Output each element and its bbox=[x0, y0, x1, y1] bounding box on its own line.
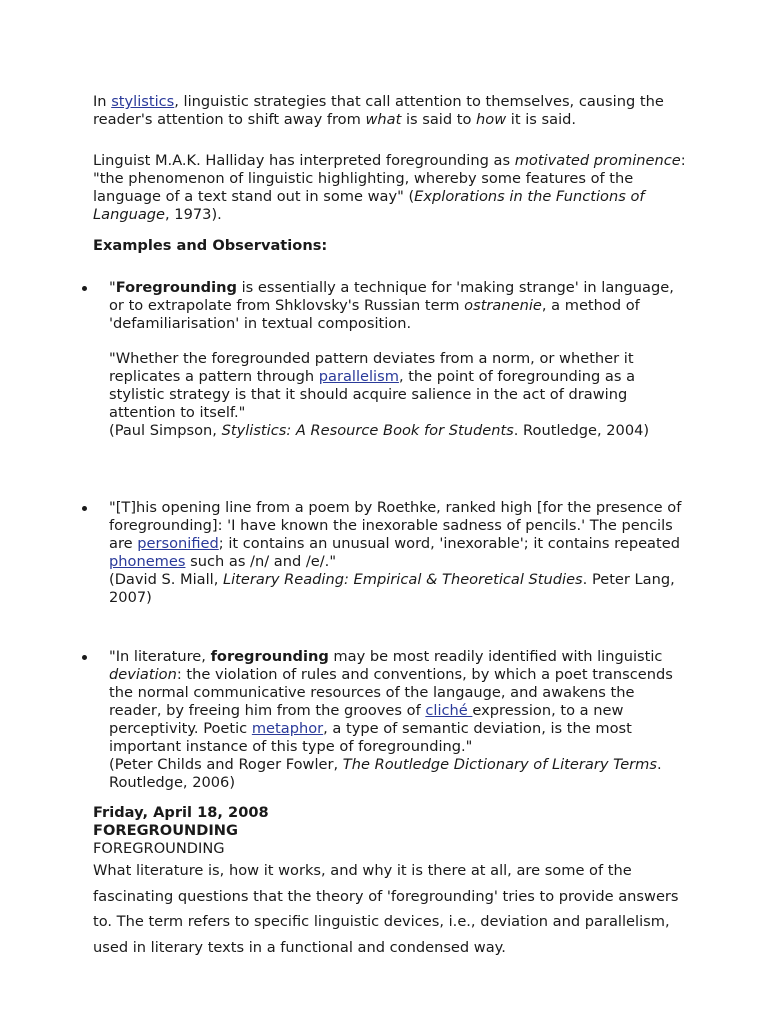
quote-text: "Whether the foregrounded pattern deviates from a norm, or whether it replicates a pattern through bbox=[109, 350, 634, 385]
quote-text: , a type of semantic deviation, is the most important instance of this type of foregrounding." bbox=[109, 720, 632, 755]
quote-text: "In literature, bbox=[109, 648, 211, 665]
intro-text: , linguistic strategies that call attention to themselves, causing the reader's attention to shift away from bbox=[93, 93, 664, 128]
quote-emphasis: ostranenie bbox=[464, 297, 542, 314]
intro-emphasis: how bbox=[476, 111, 507, 128]
halliday-text: : "the phenomenon of linguistic highlighting, whereby some features of the language of a text stand out in some way" ( bbox=[93, 152, 686, 205]
citation-text: (Peter Childs and Roger Fowler, bbox=[109, 756, 343, 773]
intro-text: it is said. bbox=[506, 111, 577, 128]
intro-text: is said to bbox=[401, 111, 477, 128]
quote-strong: foregrounding bbox=[210, 648, 329, 665]
bullet-icon bbox=[82, 655, 87, 660]
list-item bbox=[93, 499, 683, 607]
post-title: FOREGROUNDING bbox=[93, 822, 239, 839]
halliday-text: Linguist M.A.K. Halliday has interpreted foregrounding as bbox=[93, 152, 515, 169]
examples-heading: Examples and Observations: bbox=[93, 237, 328, 254]
quote-text: , a method of 'defamiliarisation' in textual composition. bbox=[109, 297, 640, 332]
metaphor-link[interactable]: metaphor bbox=[251, 720, 324, 737]
parallelism-link[interactable]: parallelism bbox=[318, 368, 399, 385]
citation-text: (Paul Simpson, bbox=[109, 422, 222, 439]
book-title: Explorations in the Functions of Language bbox=[93, 188, 645, 223]
intro-paragraph bbox=[93, 93, 693, 129]
book-title: Literary Reading: Empirical & Theoretical Studies bbox=[223, 571, 583, 588]
halliday-text: , 1973). bbox=[165, 206, 222, 223]
post-body: What literature is, how it works, and why it is there at all, are some of the fascinating questions that the theory of 'foregrounding' tries to provide answers to. The term refers to specific linguistic devices, i.e., deviation and parallelism, used in literary texts in a functional and condensed way. bbox=[93, 862, 679, 956]
intro-text: In bbox=[93, 93, 112, 110]
cliche-link[interactable]: cliché bbox=[425, 702, 473, 719]
blog-post bbox=[93, 804, 693, 960]
bullet-icon bbox=[82, 286, 87, 291]
intro-emphasis: what bbox=[365, 111, 402, 128]
citation-text: (David S. Miall, bbox=[109, 571, 223, 588]
quote-emphasis: deviation bbox=[109, 666, 177, 683]
quote-text: such as /n/ and /e/." bbox=[185, 553, 337, 570]
quote-paragraph bbox=[109, 499, 683, 607]
halliday-emphasis: motivated prominence bbox=[514, 152, 681, 169]
quote-text: "[T]his opening line from a poem by Roethke, ranked high [for the presence of foregrounding]: 'I have known the inexorable sadness of pencils.' The pencils are bbox=[109, 499, 682, 552]
post-subtitle: FOREGROUNDING bbox=[93, 840, 225, 857]
stylistics-link[interactable]: stylistics bbox=[111, 93, 175, 110]
quote-strong: Foregrounding bbox=[115, 279, 237, 296]
citation-text: . Routledge, 2004) bbox=[513, 422, 650, 439]
phonemes-link[interactable]: phonemes bbox=[109, 553, 186, 570]
quote-text: , the point of foregrounding as a stylistic strategy is that it should acquire salience in the act of drawing attention to itself." bbox=[109, 368, 636, 421]
quote-paragraph bbox=[109, 279, 683, 333]
citation-text: . Peter Lang, 2007) bbox=[109, 571, 675, 606]
list-item bbox=[93, 279, 683, 440]
book-title: Stylistics: A Resource Book for Students bbox=[221, 422, 514, 439]
quote-paragraph bbox=[109, 648, 683, 792]
quote-paragraph bbox=[109, 350, 683, 440]
list-item bbox=[93, 648, 683, 792]
halliday-paragraph bbox=[93, 152, 693, 224]
quote-text: is essentially a technique for 'making strange' in language, or to extrapolate from Shklovsky's Russian term bbox=[109, 279, 674, 314]
post-date: Friday, April 18, 2008 bbox=[93, 804, 269, 821]
quote-text: may be most readily identified with linguistic bbox=[328, 648, 663, 665]
bullet-icon bbox=[82, 506, 87, 511]
quote-text: : the violation of rules and conventions, by which a poet transcends the normal communicative resources of the langauge, and awakens the reader, by freeing him from the grooves of bbox=[109, 666, 673, 719]
book-title: The Routledge Dictionary of Literary Terms bbox=[342, 756, 658, 773]
citation-text: . Routledge, 2006) bbox=[109, 756, 662, 791]
personified-link[interactable]: personified bbox=[137, 535, 219, 552]
quote-text: expression, to a new perceptivity. Poetic bbox=[109, 702, 624, 737]
quote-text: " bbox=[109, 279, 116, 296]
quote-text: ; it contains an unusual word, 'inexorable'; it contains repeated bbox=[218, 535, 680, 552]
